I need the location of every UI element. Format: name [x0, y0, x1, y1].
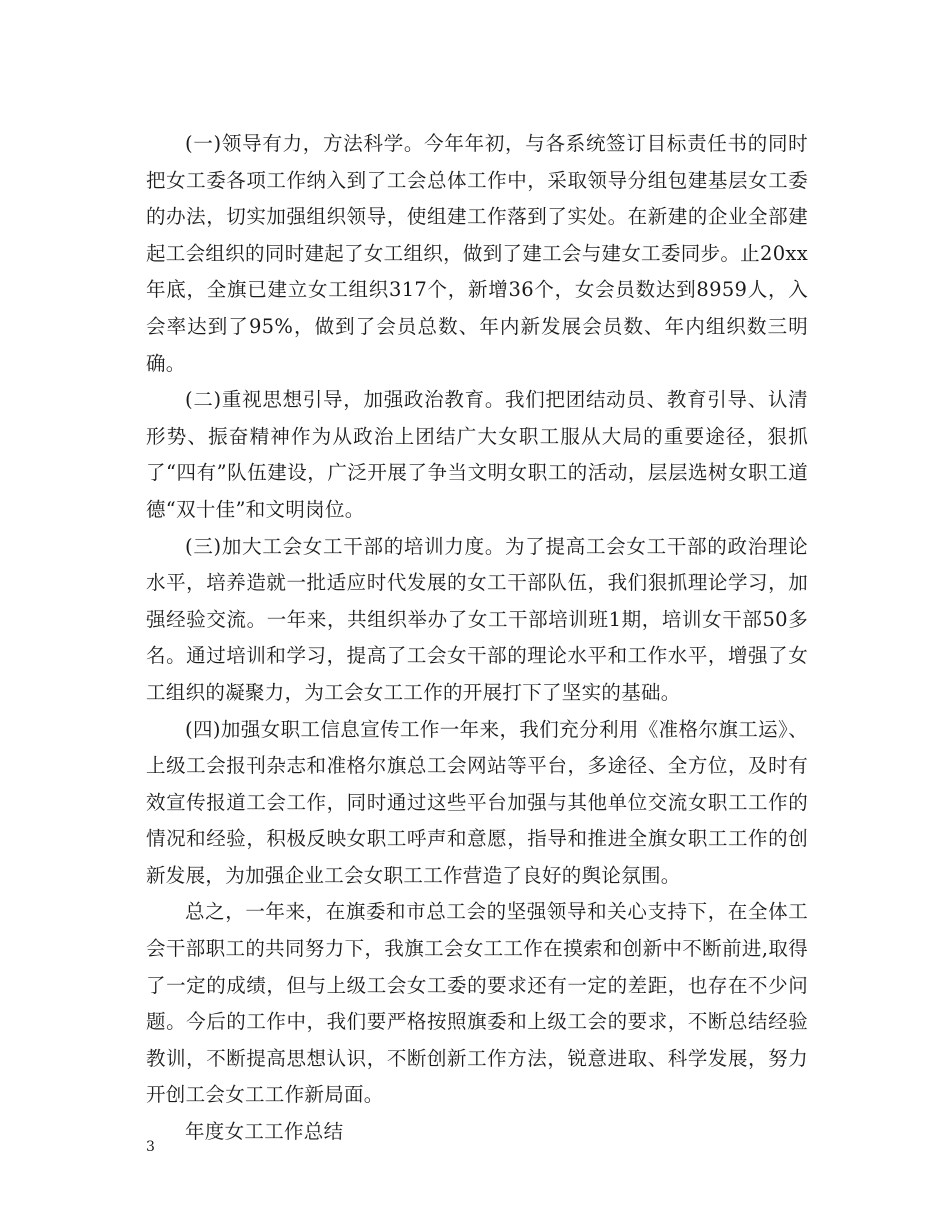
- paragraph-cadre-training: (三)加大工会女工干部的培训力度。为了提高工会女工干部的政治理论水平，培养造就一批适应时代发展的女工干部队伍，我们狠抓理论学习，加强经验交流。一年来，共组织举办了女工干部培训班1期，培训女干部50多名。通过培训和学习，提高了工会女干部的理论水平和工作水平，增强了女工组织的凝聚力，为工会女工工作的开展打下了坚实的基础。: [146, 534, 808, 704]
- paragraph-annual-title: 年度女工工作总结: [185, 1120, 344, 1144]
- page-number: 3: [146, 1139, 155, 1155]
- document-body: [146, 126, 808, 1151]
- paragraph-leadership: (一)领导有力，方法科学。今年年初，与各系统签订目标责任书的同时把女工委各项工作纳入到了工会总体工作中，采取领导分组包建基层女工委的办法，切实加强组织领导，使组建工作落到了实处。在新建的企业全部建起工会组织的同时建起了女工组织，做到了建工会与建女工委同步。止20xx年底，全旗已建立女工组织317个，新增36个，女会员数达到8959人，入会率达到了95%，做到了会员总数、年内新发展会员数、年内组织数三明确。: [146, 132, 808, 375]
- paragraph-ideological-guidance: (二)重视思想引导，加强政治教育。我们把团结动员、教育引导、认清形势、振奋精神作为从政治上团结广大女职工服从大局的重要途径，狠抓了“四有”队伍建设，广泛开展了争当文明女职工的活动，层层选树女职工道德“双十佳”和文明岗位。: [146, 388, 808, 521]
- paragraph-summary: 总之，一年来，在旗委和市总工会的坚强领导和关心支持下，在全体工会干部职工的共同努力下，我旗工会女工工作在摸索和创新中不断前进,取得了一定的成绩，但与上级工会女工委的要求还有一定的差距，也存在不少问题。今后的工作中，我们要严格按照旗委和上级工会的要求，不断总结经验教训，不断提高思想认识，不断创新工作方法，锐意进取、科学发展，努力开创工会女工工作新局面。: [146, 900, 808, 1107]
- paragraph-information-publicity: (四)加强女职工信息宣传工作一年来，我们充分利用《准格尔旗工运》、上级工会报刊杂志和准格尔旗总工会网站等平台，多途径、全方位，及时有效宣传报道工会工作，同时通过这些平台加强与其他单位交流女职工工作的情况和经验，积极反映女职工呼声和意愿，指导和推进全旗女职工工作的创新发展，为加强企业工会女职工工作营造了良好的舆论氛围。: [146, 717, 808, 887]
